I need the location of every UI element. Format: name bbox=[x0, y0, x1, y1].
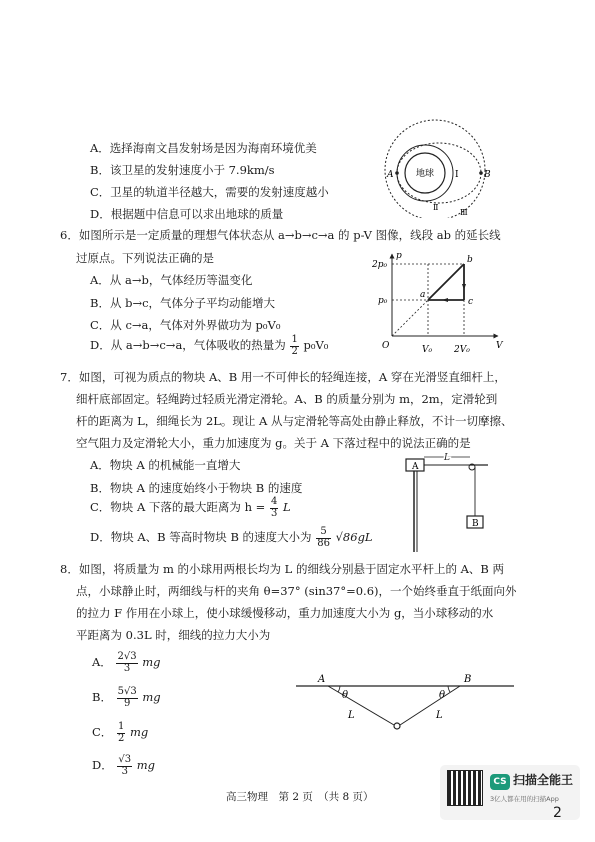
q8-option-b: B． $\frac{5√3}{9}$ mg bbox=[92, 686, 161, 709]
q8-stem-line4: 平距离为 0.3L 时，细线的拉力大小为 bbox=[76, 628, 271, 642]
q5-option-c: C．卫星的轨道半径越大，需要的发射速度越小 bbox=[90, 185, 329, 199]
string-length-right: L bbox=[436, 710, 443, 721]
q7-stem-line1: 7．如图，可视为质点的物块 A、B 用一不可伸长的轻绳连接，A 穿在光滑竖直细杆上， bbox=[60, 370, 506, 384]
q8-option-d: D． $\frac{√3}{3}$ mg bbox=[92, 754, 156, 777]
q6-option-c: C．从 c→a，气体对外界做功为 p₀V₀ bbox=[90, 318, 281, 332]
qr-code-icon bbox=[448, 771, 482, 805]
q6-option-b: B．从 b→c，气体分子平均动能增大 bbox=[90, 296, 276, 310]
string-diagram bbox=[296, 668, 516, 738]
pv-v0-label: V₀ bbox=[422, 345, 433, 355]
fraction: $\frac{4}{3}$ bbox=[270, 496, 278, 519]
scanner-tagline: 3亿人都在用的扫描App bbox=[490, 795, 559, 803]
q6-stem-line2: 过原点。下列说法正确的是 bbox=[76, 251, 214, 265]
q5-option-d: D．根据题中信息可以求出地球的质量 bbox=[90, 207, 284, 221]
pulley-block-a: A bbox=[412, 462, 419, 472]
q5-option-b: B．该卫星的发射速度小于 7.9km/s bbox=[90, 163, 275, 177]
pv-v-axis-label: V bbox=[496, 341, 503, 351]
orbit-point-a: A bbox=[387, 170, 394, 180]
pv-p0-label: p₀ bbox=[378, 296, 388, 306]
q8-stem-line2: 点，小球静止时，两细线与杆的夹角 θ=37° (sin37°=0.6)，一个始终垂直于纸面向外 bbox=[76, 584, 517, 598]
pv-2p0-label: 2p₀ bbox=[372, 260, 388, 270]
pulley-diagram bbox=[398, 452, 498, 557]
q8-option-a: A． $\frac{2√3}{3}$ mg bbox=[92, 651, 161, 674]
q6-option-d: D．从 a→b→c→a，气体吸收的热量为 $\frac{1}{2}$ p₀V₀ bbox=[90, 334, 329, 357]
cs-logo-icon: CS bbox=[490, 774, 510, 790]
q7-stem-line4: 空气阻力及定滑轮大小，重力加速度为 g。关于 A 下落过程中的说法正确的是 bbox=[76, 436, 471, 450]
orbit-point-b: B bbox=[484, 170, 491, 180]
q8-stem-line3: 的拉力 F 作用在小球上，使小球缓慢移动，重力加速度大小为 g，当小球移动的水 bbox=[76, 606, 494, 620]
string-theta-right: θ bbox=[439, 690, 446, 701]
fraction: $\frac{5}{86}$ bbox=[317, 526, 330, 549]
pulley-block-b: B bbox=[472, 519, 479, 529]
string-length-left: L bbox=[348, 710, 355, 721]
pulley-length-label: L bbox=[444, 453, 450, 463]
q7-option-c: C．物块 A 下落的最大距离为 h = $\frac{4}{3}$ L bbox=[90, 496, 291, 519]
q8-option-c: C． $\frac{1}{2}$ mg bbox=[92, 721, 149, 744]
string-theta-left: θ bbox=[342, 690, 349, 701]
pv-origin-label: O bbox=[382, 341, 390, 351]
orbit-two-label: Ⅱ bbox=[433, 203, 439, 212]
q7-option-b: B．物块 A 的速度始终小于物块 B 的速度 bbox=[90, 481, 303, 495]
page-footer: 高三物理 第 2 页 （共 8 页） bbox=[226, 791, 374, 803]
q5-option-a: A．选择海南文昌发射场是因为海南环境优美 bbox=[90, 141, 317, 155]
pv-2v0-label: 2V₀ bbox=[454, 345, 470, 355]
q7-option-d: D．物块 A、B 等高时物块 B 的速度大小为 $\frac{5}{86}$ √86gL bbox=[90, 526, 373, 549]
string-point-a: A bbox=[318, 674, 326, 685]
orbit-one-label: Ⅰ bbox=[455, 170, 459, 180]
earth-label: 地球 bbox=[415, 169, 435, 179]
q8-stem-line1: 8．如图，将质量为 m 的小球用两根长均为 L 的细线分别悬于固定水平杆上的 A、B 两 bbox=[60, 562, 505, 576]
fraction: $\frac{1}{2}$ bbox=[291, 334, 298, 357]
q7-option-a: A．物块 A 的机械能一直增大 bbox=[90, 458, 241, 472]
pv-point-b: b bbox=[467, 255, 473, 265]
pv-p-axis-label: p bbox=[396, 251, 402, 261]
q7-stem-line2: 细杆底部固定。轻绳跨过轻质光滑定滑轮。A、B 的质量分别为 m，2m，定滑轮到 bbox=[76, 392, 498, 406]
q6-stem-line1: 6．如图所示是一定质量的理想气体状态从 a→b→c→a 的 p-V 图像，线段 ab 的延长线 bbox=[60, 228, 501, 242]
pv-diagram bbox=[370, 248, 505, 360]
string-point-b: B bbox=[464, 674, 472, 685]
q6-option-a: A．从 a→b，气体经历等温变化 bbox=[90, 273, 253, 287]
scanner-brand: 扫描全能王 bbox=[513, 773, 574, 787]
orbit-diagram bbox=[365, 118, 505, 218]
pv-point-c: c bbox=[468, 297, 474, 307]
q7-stem-line3: 杆的距离为 L，细绳长为 2L。现让 A 从与定滑轮等高处由静止释放，不计一切摩擦、 bbox=[76, 414, 513, 428]
orbit-three-label: Ⅲ bbox=[460, 208, 468, 217]
pv-point-a: a bbox=[420, 290, 426, 300]
page-number: 2 bbox=[553, 805, 562, 821]
